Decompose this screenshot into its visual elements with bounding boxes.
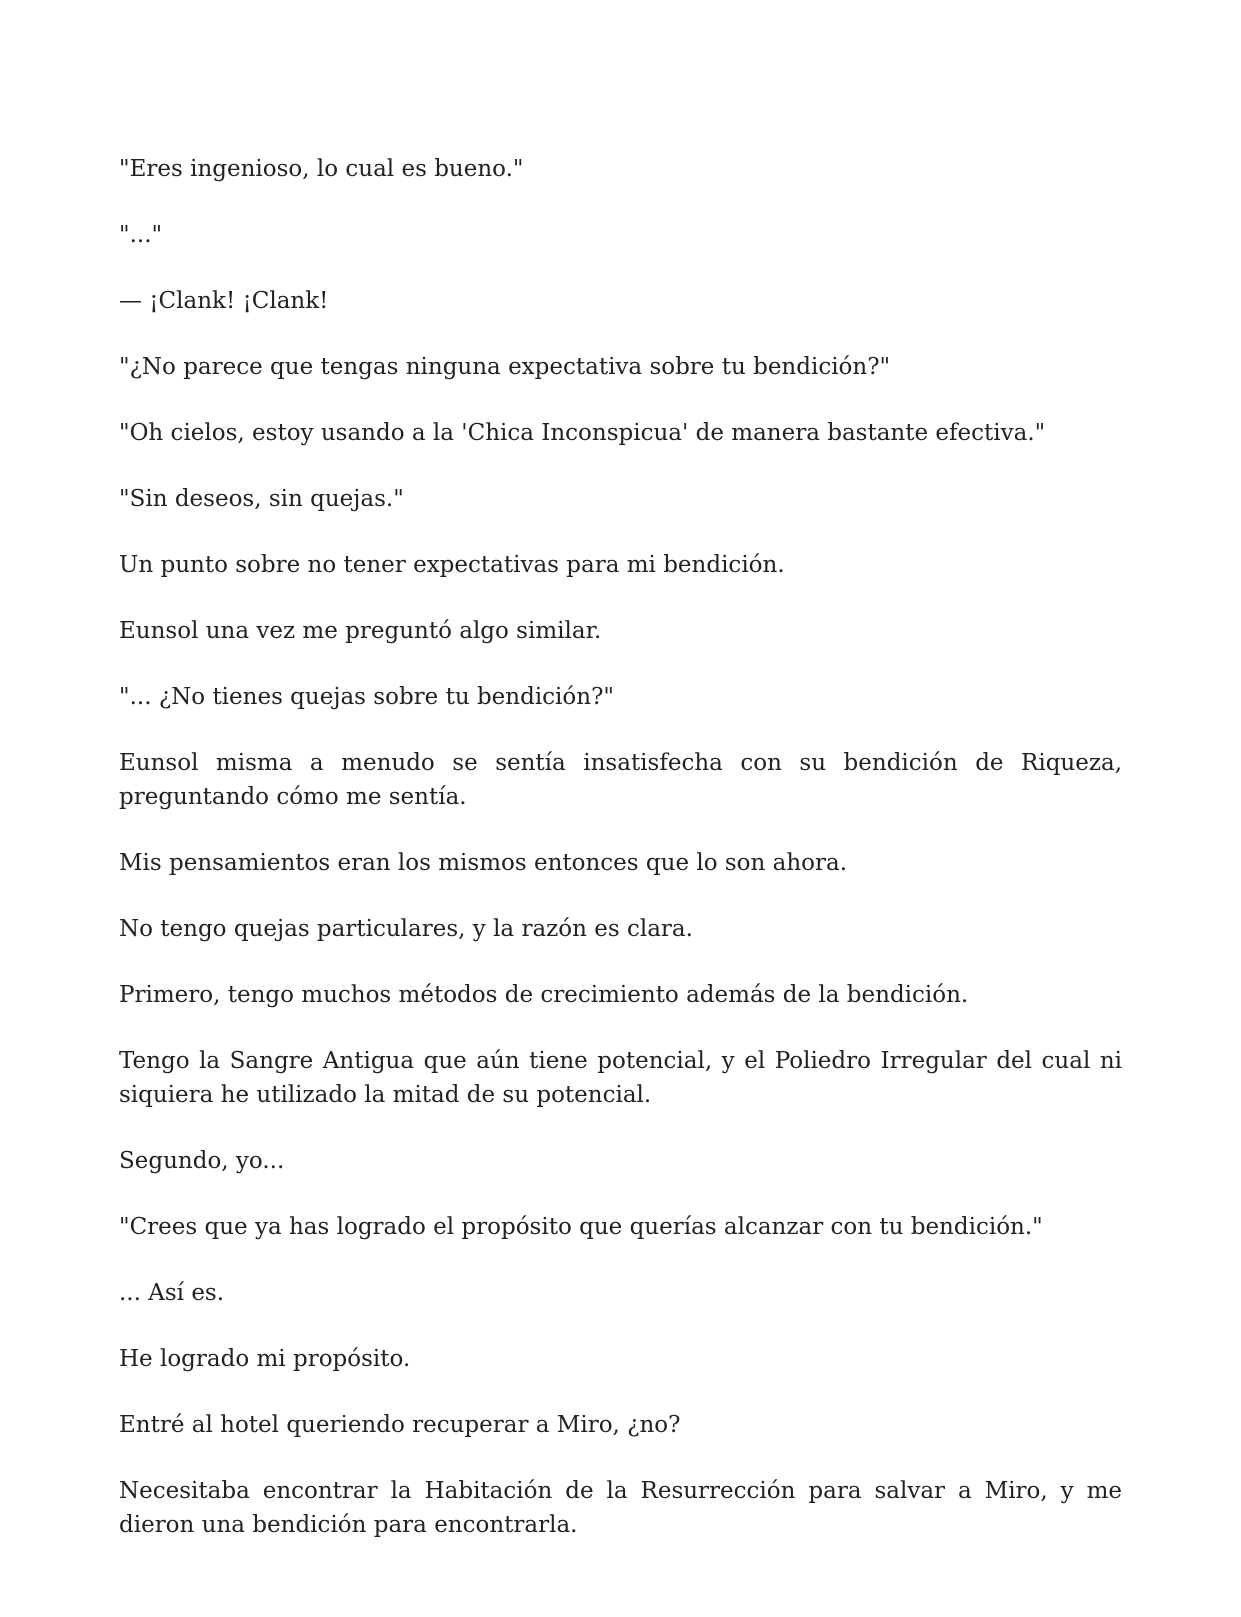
paragraph-12: No tengo quejas particulares, y la razón es clara. bbox=[119, 916, 693, 942]
paragraph-5: "Oh cielos, estoy usando a la 'Chica Inconspicua' de manera bastante efectiva." bbox=[119, 420, 1046, 446]
paragraph-9: "... ¿No tienes quejas sobre tu bendición?" bbox=[119, 684, 614, 710]
paragraph-18: He logrado mi propósito. bbox=[119, 1346, 411, 1372]
paragraph-15: Segundo, yo... bbox=[119, 1148, 285, 1174]
document-body bbox=[119, 152, 1122, 1574]
paragraph-6: "Sin deseos, sin quejas." bbox=[119, 486, 404, 512]
paragraph-4: "¿No parece que tengas ninguna expectativa sobre tu bendición?" bbox=[119, 354, 891, 380]
paragraph-20: Necesitaba encontrar la Habitación de la Resurrección para salvar a Miro, y me dieron una bendición para encontrarla. bbox=[119, 1478, 1122, 1538]
paragraph-16: "Crees que ya has logrado el propósito que querías alcanzar con tu bendición." bbox=[119, 1214, 1043, 1240]
paragraph-10: Eunsol misma a menudo se sentía insatisfecha con su bendición de Riqueza, preguntando cómo me sentía. bbox=[119, 750, 1122, 810]
paragraph-11: Mis pensamientos eran los mismos entonces que lo son ahora. bbox=[119, 850, 848, 876]
paragraph-3: — ¡Clank! ¡Clank! bbox=[119, 288, 329, 314]
paragraph-14: Tengo la Sangre Antigua que aún tiene potencial, y el Poliedro Irregular del cual ni siquiera he utilizado la mitad de su potencial. bbox=[119, 1048, 1122, 1108]
paragraph-13: Primero, tengo muchos métodos de crecimiento además de la bendición. bbox=[119, 982, 969, 1008]
paragraph-1: "Eres ingenioso, lo cual es bueno." bbox=[119, 156, 524, 182]
paragraph-17: ... Así es. bbox=[119, 1280, 225, 1306]
paragraph-2: "..." bbox=[119, 222, 163, 248]
paragraph-7: Un punto sobre no tener expectativas para mi bendición. bbox=[119, 552, 785, 578]
paragraph-8: Eunsol una vez me preguntó algo similar. bbox=[119, 618, 602, 644]
paragraph-19: Entré al hotel queriendo recuperar a Miro, ¿no? bbox=[119, 1412, 681, 1438]
